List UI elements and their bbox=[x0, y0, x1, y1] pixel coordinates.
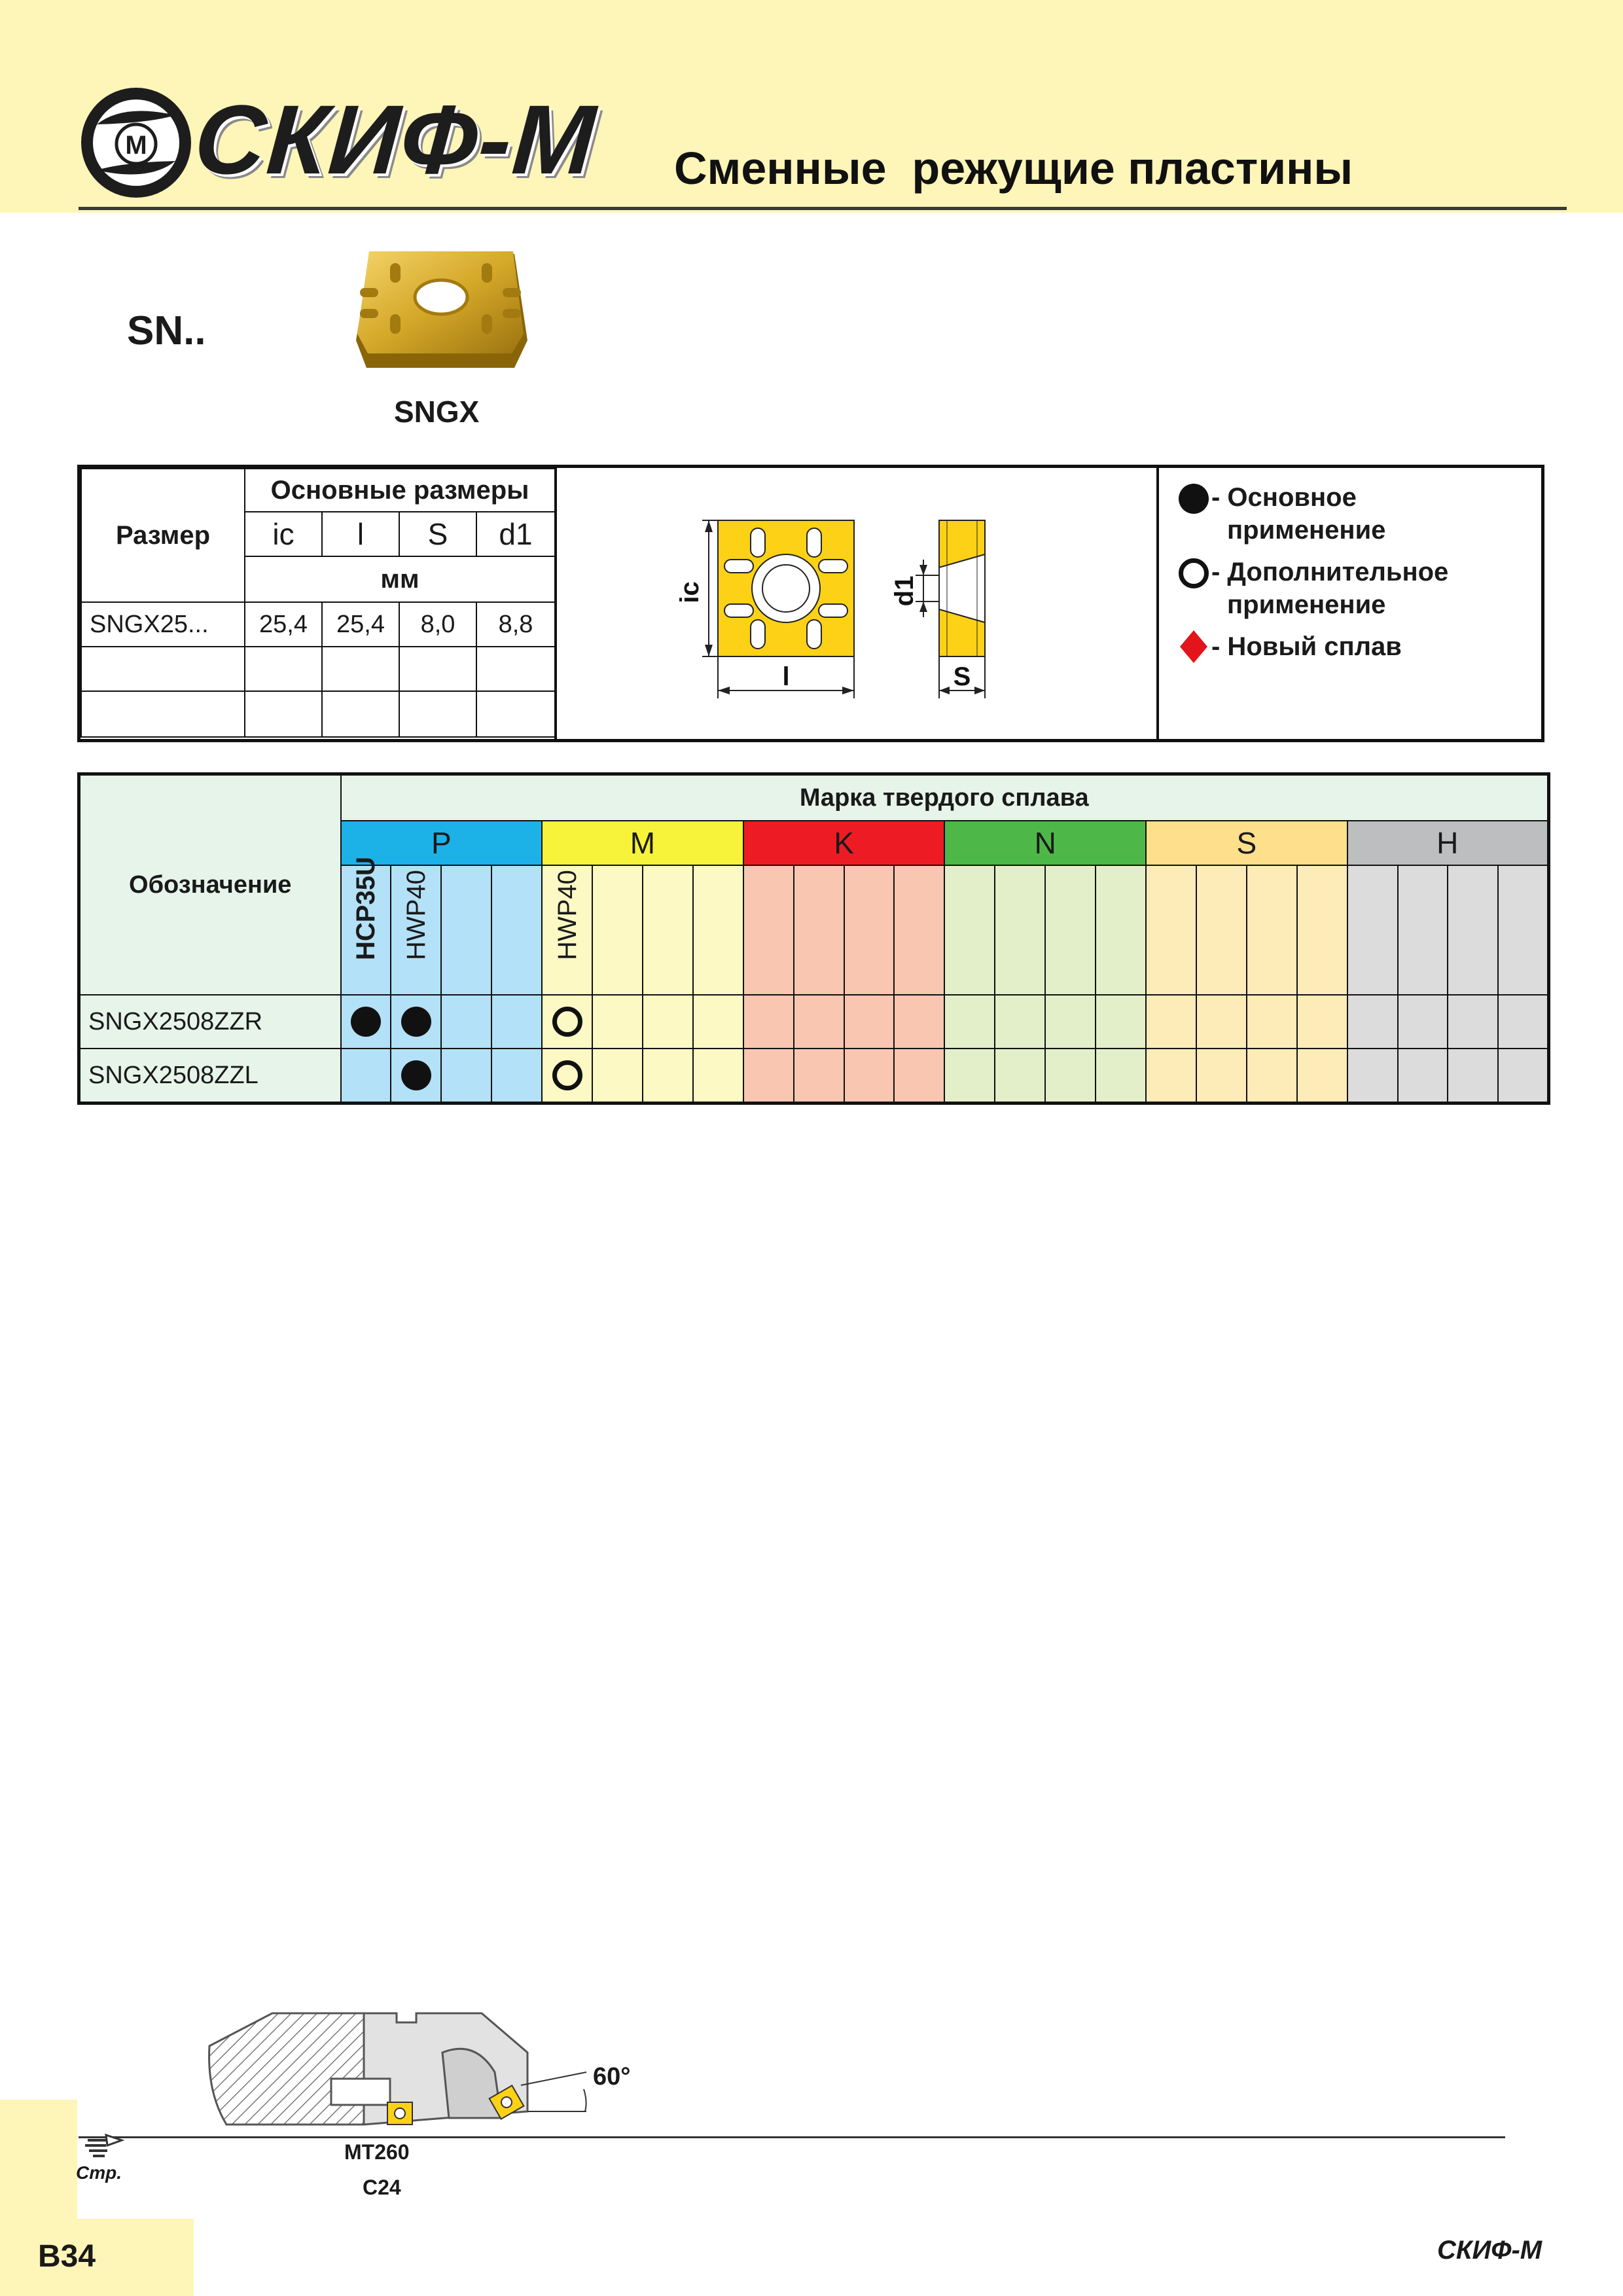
l-value: 25,4 bbox=[322, 602, 399, 647]
grade-header-cell bbox=[542, 865, 592, 995]
grade-cell bbox=[1347, 995, 1398, 1049]
grade-cell bbox=[1096, 1049, 1146, 1103]
header-rule bbox=[79, 207, 1567, 210]
grade-cell bbox=[391, 1049, 441, 1103]
filled-circle-icon bbox=[351, 1007, 381, 1037]
table-row bbox=[79, 1049, 1549, 1103]
empty-cell bbox=[245, 691, 322, 737]
legend-secondary-line1: - Дополнительное bbox=[1211, 558, 1449, 586]
page-title: Сменные режущие пластины bbox=[674, 143, 1353, 194]
designation-header: Обозначение bbox=[79, 774, 341, 996]
empty-cell bbox=[399, 691, 476, 737]
grade-cell bbox=[491, 1049, 542, 1103]
grade-cell bbox=[441, 995, 491, 1049]
grade-cell bbox=[1196, 1049, 1247, 1103]
grade-header-cell bbox=[995, 865, 1045, 995]
d1-dim-label: d1 bbox=[890, 575, 919, 607]
size-cell bbox=[81, 691, 245, 737]
brand-logo-text: СКИФ-М bbox=[191, 84, 600, 194]
grade-cell bbox=[1045, 1049, 1096, 1103]
logo-emblem bbox=[77, 84, 195, 202]
empty-cell bbox=[476, 647, 555, 691]
col-d1: d1 bbox=[476, 512, 555, 556]
grade-header-cell bbox=[1448, 865, 1498, 995]
material-group-k: K bbox=[743, 821, 945, 865]
tool-code[interactable]: MT260 bbox=[344, 2140, 410, 2164]
grade-header-cell bbox=[794, 865, 844, 995]
series-name: SN.. bbox=[127, 308, 206, 353]
grade-header-cell bbox=[1045, 865, 1096, 995]
grades-panel bbox=[77, 772, 1547, 1105]
grade-header-cell bbox=[693, 865, 743, 995]
grade-name: HWP40 bbox=[401, 870, 431, 960]
empty-cell bbox=[476, 691, 555, 737]
grade-cell bbox=[491, 995, 542, 1049]
grade-header-cell bbox=[592, 865, 643, 995]
angle-label: 60° bbox=[593, 2063, 631, 2090]
insert-dimension-drawing bbox=[557, 468, 1159, 739]
size-header: Размер bbox=[81, 469, 245, 602]
grade-header-cell bbox=[1347, 865, 1398, 995]
l-dim-label: l bbox=[782, 662, 790, 691]
insert-name: SNGX bbox=[394, 395, 480, 429]
open-circle-icon bbox=[552, 1060, 582, 1090]
grade-cell bbox=[944, 1049, 995, 1103]
material-group-m: M bbox=[542, 821, 743, 865]
grade-cell bbox=[995, 1049, 1045, 1103]
grade-cell bbox=[542, 995, 592, 1049]
grade-header-cell bbox=[1297, 865, 1347, 995]
grade-header-cell bbox=[391, 865, 441, 995]
footer-brand: СКИФ-М bbox=[1437, 2236, 1543, 2265]
legend-new-label: - Новый сплав bbox=[1211, 632, 1402, 661]
table-row bbox=[79, 995, 1549, 1049]
page-number-band bbox=[0, 2219, 194, 2296]
milling-cutter-drawing bbox=[200, 1974, 593, 2138]
grade-header-cell bbox=[1398, 865, 1448, 995]
grade-header-cell bbox=[1498, 865, 1548, 995]
grade-cell bbox=[844, 1049, 895, 1103]
grade-cell bbox=[743, 1049, 794, 1103]
filled-circle-icon bbox=[401, 1060, 431, 1090]
main-dimensions-header: Основные размеры bbox=[245, 469, 555, 512]
insert-photo bbox=[351, 249, 533, 373]
col-s: S bbox=[399, 512, 476, 556]
material-group-n: N bbox=[944, 821, 1146, 865]
dimensions-table bbox=[80, 468, 556, 738]
grade-cell bbox=[693, 995, 743, 1049]
grade-cell bbox=[693, 1049, 743, 1103]
grade-cell bbox=[1448, 995, 1498, 1049]
grade-header-cell bbox=[894, 865, 944, 995]
empty-cell bbox=[399, 647, 476, 691]
grade-header-cell bbox=[844, 865, 895, 995]
grade-header-cell bbox=[441, 865, 491, 995]
filled-circle-icon bbox=[1179, 484, 1209, 514]
grade-cell bbox=[995, 995, 1045, 1049]
grade-cell bbox=[1498, 995, 1548, 1049]
s-dim-label: S bbox=[953, 662, 971, 691]
grade-header-cell bbox=[491, 865, 542, 995]
page-ref-label: Стр. bbox=[76, 2162, 122, 2183]
logo-letter: М bbox=[125, 131, 147, 160]
grade-cell bbox=[894, 995, 944, 1049]
grade-cell bbox=[592, 995, 643, 1049]
table-row bbox=[81, 647, 555, 691]
grade-cell bbox=[1297, 1049, 1347, 1103]
s-value: 8,0 bbox=[399, 602, 476, 647]
empty-cell bbox=[322, 691, 399, 737]
pointing-hand-icon bbox=[81, 2128, 127, 2161]
table-row bbox=[81, 602, 555, 647]
unit-label: мм bbox=[245, 556, 555, 602]
grade-cell bbox=[592, 1049, 643, 1103]
insert-drawing-cell bbox=[554, 468, 1159, 739]
grade-name: HCP35U bbox=[351, 857, 380, 960]
grade-header-cell bbox=[643, 865, 693, 995]
tool-page-ref[interactable]: C24 bbox=[363, 2176, 401, 2199]
size-cell: SNGX25... bbox=[81, 602, 245, 647]
grade-cell bbox=[1247, 1049, 1297, 1103]
material-group-h: H bbox=[1347, 821, 1549, 865]
ic-dim-label: ic bbox=[675, 581, 704, 603]
empty-cell bbox=[245, 647, 322, 691]
grade-header-cell bbox=[1247, 865, 1297, 995]
page-number: B34 bbox=[38, 2239, 96, 2274]
grade-cell bbox=[441, 1049, 491, 1103]
grade-cell bbox=[1146, 1049, 1196, 1103]
filled-circle-icon bbox=[401, 1007, 431, 1037]
grade-cell bbox=[743, 995, 794, 1049]
legend-secondary-line2: применение bbox=[1227, 590, 1386, 619]
red-diamond-icon bbox=[1179, 630, 1209, 663]
insert-designation: SNGX2508ZZR bbox=[79, 995, 341, 1049]
grade-cell bbox=[1247, 995, 1297, 1049]
insert-designation: SNGX2508ZZL bbox=[79, 1049, 341, 1103]
dimensions-panel bbox=[77, 465, 1544, 742]
grade-cell bbox=[643, 995, 693, 1049]
grade-header-cell bbox=[1096, 865, 1146, 995]
col-l: l bbox=[322, 512, 399, 556]
legend-primary-line1: - Основное bbox=[1211, 483, 1357, 512]
grade-cell bbox=[1297, 995, 1347, 1049]
open-circle-icon bbox=[1179, 558, 1209, 588]
grade-cell bbox=[894, 1049, 944, 1103]
material-group-p: P bbox=[341, 821, 543, 865]
grade-cell bbox=[341, 995, 391, 1049]
grade-cell bbox=[944, 995, 995, 1049]
empty-cell bbox=[322, 647, 399, 691]
ic-value: 25,4 bbox=[245, 602, 322, 647]
legend-primary-line2: применение bbox=[1227, 516, 1386, 545]
legend-primary bbox=[1179, 481, 1385, 547]
open-circle-icon bbox=[552, 1007, 582, 1037]
grade-header-cell bbox=[743, 865, 794, 995]
grade-cell bbox=[1196, 995, 1247, 1049]
grade-header-cell bbox=[1196, 865, 1247, 995]
grade-cell bbox=[1146, 995, 1196, 1049]
grade-cell bbox=[1096, 995, 1146, 1049]
grade-cell bbox=[794, 1049, 844, 1103]
grade-cell bbox=[542, 1049, 592, 1103]
legend-panel bbox=[1156, 468, 1544, 739]
grade-name: HWP40 bbox=[552, 870, 582, 960]
grade-header-cell bbox=[341, 857, 391, 995]
legend-new bbox=[1179, 630, 1402, 671]
grade-cell bbox=[844, 995, 895, 1049]
grade-cell bbox=[794, 995, 844, 1049]
legend-secondary bbox=[1179, 556, 1448, 621]
grade-cell bbox=[391, 995, 441, 1049]
grade-cell bbox=[1398, 995, 1448, 1049]
grade-header-cell bbox=[944, 865, 995, 995]
grade-cell bbox=[1448, 1049, 1498, 1103]
grade-cell bbox=[341, 1049, 391, 1103]
size-cell bbox=[81, 647, 245, 691]
grade-cell bbox=[643, 1049, 693, 1103]
d1-value: 8,8 bbox=[476, 602, 555, 647]
grade-header-cell bbox=[1146, 865, 1196, 995]
grade-cell bbox=[1045, 995, 1096, 1049]
footer-rule bbox=[79, 2136, 1505, 2138]
grades-table bbox=[77, 772, 1550, 1105]
grade-title: Марка твердого сплава bbox=[341, 774, 1549, 821]
material-group-s: S bbox=[1146, 821, 1347, 865]
grade-cell bbox=[1347, 1049, 1398, 1103]
col-ic: ic bbox=[245, 512, 322, 556]
grade-cell bbox=[1398, 1049, 1448, 1103]
table-row bbox=[81, 691, 555, 737]
grade-cell bbox=[1498, 1049, 1548, 1103]
